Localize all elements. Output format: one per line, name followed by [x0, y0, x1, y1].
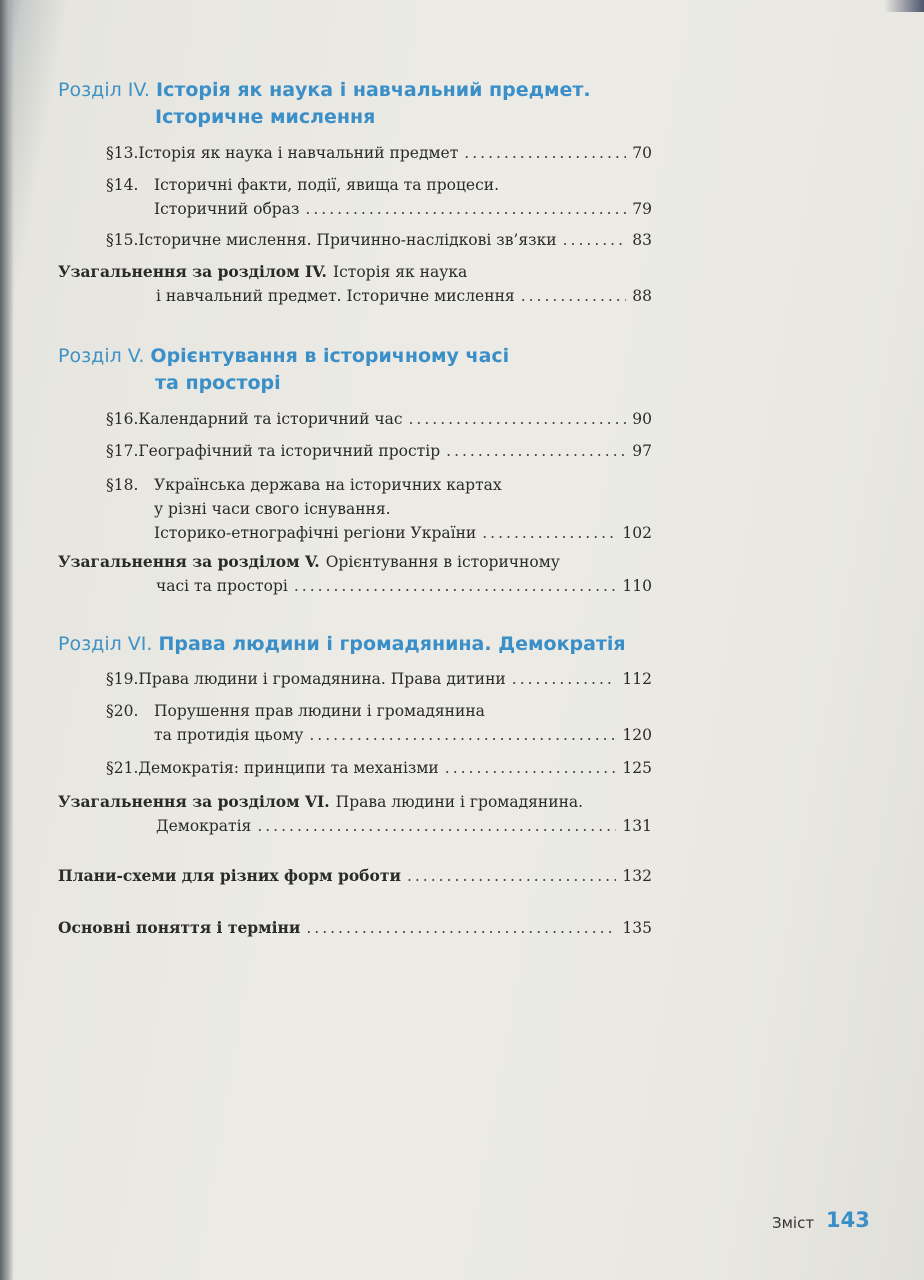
paragraph-number: §15. [106, 231, 139, 249]
toc-summary-vi[interactable] [58, 790, 652, 838]
entry-title-continued: у різні часи свого існування. [154, 500, 391, 518]
section-title: Права людини і громадянина. Демократія [158, 633, 626, 655]
paragraph-number: §13. [106, 144, 139, 162]
entry-title: Історичне мислення. Причинно-наслідкові зв’язки [138, 231, 557, 249]
page-number: 132 [622, 867, 652, 885]
paragraph-number: §17. [106, 442, 139, 460]
toc-summary-v[interactable] [58, 550, 652, 598]
page-number: 110 [622, 577, 652, 595]
toc-entry-18[interactable] [106, 473, 652, 545]
toc-summary-iv[interactable] [58, 260, 652, 308]
toc-entry-14[interactable] [106, 173, 652, 221]
page-number: 135 [622, 919, 652, 937]
toc-entry-16[interactable] [106, 407, 652, 431]
page-number: 131 [622, 817, 652, 835]
dot-leader [409, 407, 627, 431]
section-number: Розділ VI. [58, 633, 153, 655]
dot-leader [305, 197, 626, 221]
paragraph-number: §20. [106, 702, 139, 720]
paragraph-number: §14. [106, 176, 139, 194]
summary-title-continued: Демократія [156, 817, 252, 835]
page-number: 79 [632, 200, 652, 218]
section-heading-vi [58, 631, 626, 658]
dot-leader [257, 814, 616, 838]
paragraph-number: §21. [106, 759, 139, 777]
page-number: 102 [622, 524, 652, 542]
entry-title: Українська держава на історичних картах [154, 476, 502, 494]
dot-leader [563, 228, 627, 252]
toc-entry-21[interactable] [106, 756, 652, 780]
page-number: 112 [622, 670, 652, 688]
paragraph-number: §19. [106, 670, 139, 688]
dot-leader [521, 284, 627, 308]
page-number: 120 [622, 726, 652, 744]
summary-title: Права людини і громадянина. [335, 793, 584, 811]
dot-leader [407, 864, 616, 888]
summary-label: Узагальнення за розділом VI. [58, 792, 330, 811]
summary-label: Узагальнення за розділом IV. [58, 262, 327, 281]
entry-title: Календарний та історичний час [138, 410, 403, 428]
dot-leader [294, 574, 617, 598]
page-number: 88 [632, 287, 652, 305]
dot-leader [464, 141, 626, 165]
entry-title-continued: Історико-етнографічні регіони України [154, 524, 477, 542]
footer-section-label: Зміст [772, 1214, 815, 1232]
entry-title: Історія як наука і навчальний предмет [138, 144, 459, 162]
dot-leader [309, 723, 616, 747]
summary-title-continued: і навчальний предмет. Історичне мислення [156, 287, 515, 305]
dot-leader [482, 521, 616, 545]
section-heading-iv [58, 77, 591, 131]
entry-title: Історичні факти, події, явища та процеси. [154, 176, 500, 194]
page-number: 83 [632, 231, 652, 249]
summary-title: Історія як наука [332, 263, 468, 281]
page-number: 90 [632, 410, 652, 428]
section-title: Орієнтування в історичному часі [150, 345, 510, 367]
section-number: Розділ V. [58, 345, 145, 367]
dot-leader [512, 667, 617, 691]
dot-leader [446, 439, 626, 463]
page-number: 70 [632, 144, 652, 162]
dot-leader [306, 916, 616, 940]
entry-title: Демократія: принципи та механізми [138, 759, 439, 777]
toc-entry-schemes[interactable] [58, 864, 652, 888]
page-number: 97 [632, 442, 652, 460]
toc-entry-20[interactable] [106, 699, 652, 747]
section-title-continued: та просторі [155, 372, 281, 394]
entry-title: Плани-схеми для різних форм роботи [58, 866, 401, 885]
entry-title: Порушення прав людини і громадянина [154, 702, 485, 720]
dot-leader [445, 756, 617, 780]
paragraph-number: §18. [106, 476, 139, 494]
summary-title-continued: часі та просторі [156, 577, 288, 595]
paragraph-number: §16. [106, 410, 139, 428]
entry-title-continued: Історичний образ [154, 200, 300, 218]
section-title-continued: Історичне мислення [155, 106, 376, 128]
footer-page-number: 143 [826, 1208, 870, 1232]
summary-title: Орієнтування в історичному [325, 553, 560, 571]
toc-entry-glossary[interactable] [58, 916, 652, 940]
section-heading-v [58, 343, 509, 397]
toc-entry-19[interactable] [106, 667, 652, 691]
page-number: 125 [622, 759, 652, 777]
toc-entry-15[interactable] [106, 228, 652, 252]
toc-entry-17[interactable] [106, 439, 652, 463]
section-title: Історія як наука і навчальний предмет. [156, 79, 591, 101]
summary-label: Узагальнення за розділом V. [58, 552, 320, 571]
entry-title: Географічний та історичний простір [138, 442, 441, 460]
entry-title: Основні поняття і терміни [58, 918, 301, 937]
section-number: Розділ IV. [58, 79, 150, 101]
entry-title: Права людини і громадянина. Права дитини [138, 670, 506, 688]
entry-title-continued: та протидія цьому [154, 726, 304, 744]
toc-entry-13[interactable] [106, 141, 652, 165]
